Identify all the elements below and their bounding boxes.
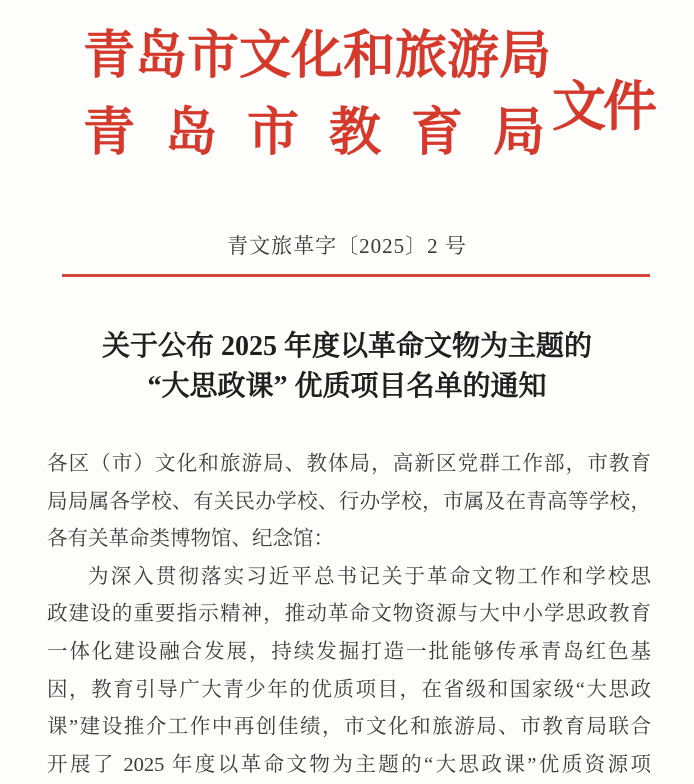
- paragraph: [47, 446, 651, 559]
- title-line-1: 关于公布 2025 年度以革命文物为主题的: [101, 331, 592, 362]
- document-body: [47, 446, 651, 784]
- body-line: 各区（市）文化和旅游局、教体局，高新区党群工作部，市教育: [47, 453, 651, 475]
- doc-type-label: 文件: [552, 77, 654, 137]
- body-line: 政建设的重要指示精神，推动革命文物资源与大中小学思政教育: [47, 603, 651, 626]
- body-line: 因，教育引导广大青少年的优质项目，在省级和国家级“大思政: [47, 678, 651, 701]
- body-line: 开展了 2025 年度以革命文物为主题的“大思政课”优质资源项: [47, 753, 651, 776]
- agency-names: [83, 18, 552, 172]
- red-divider: [62, 274, 650, 277]
- body-line: 为深入贯彻落实习近平总书记关于革命文物工作和学校思: [88, 565, 651, 588]
- title-line-2: “大思政课” 优质项目名单的通知: [147, 371, 547, 402]
- body-line: 一体化建设融合发展，持续发掘打造一批能够传承青岛红色基: [47, 640, 651, 663]
- paragraph: [47, 559, 651, 784]
- document-title: [30, 327, 664, 407]
- agency-name-line-1: 青岛市文化和旅游局: [83, 28, 552, 85]
- agency-name-line-2: 青岛市教育局: [83, 105, 545, 162]
- body-line: 局局属各学校、有关民办学校、行办学校，市属及在青高等学校，: [47, 490, 651, 513]
- doc-number: 青文旅革字〔2025〕2 号: [227, 234, 467, 258]
- letterhead: [0, 0, 694, 200]
- body-line: 各有关革命类博物馆、纪念馆：: [47, 528, 334, 551]
- body-line: 课”建设推介工作中再创佳绩，市文化和旅游局、市教育局联合: [47, 716, 651, 739]
